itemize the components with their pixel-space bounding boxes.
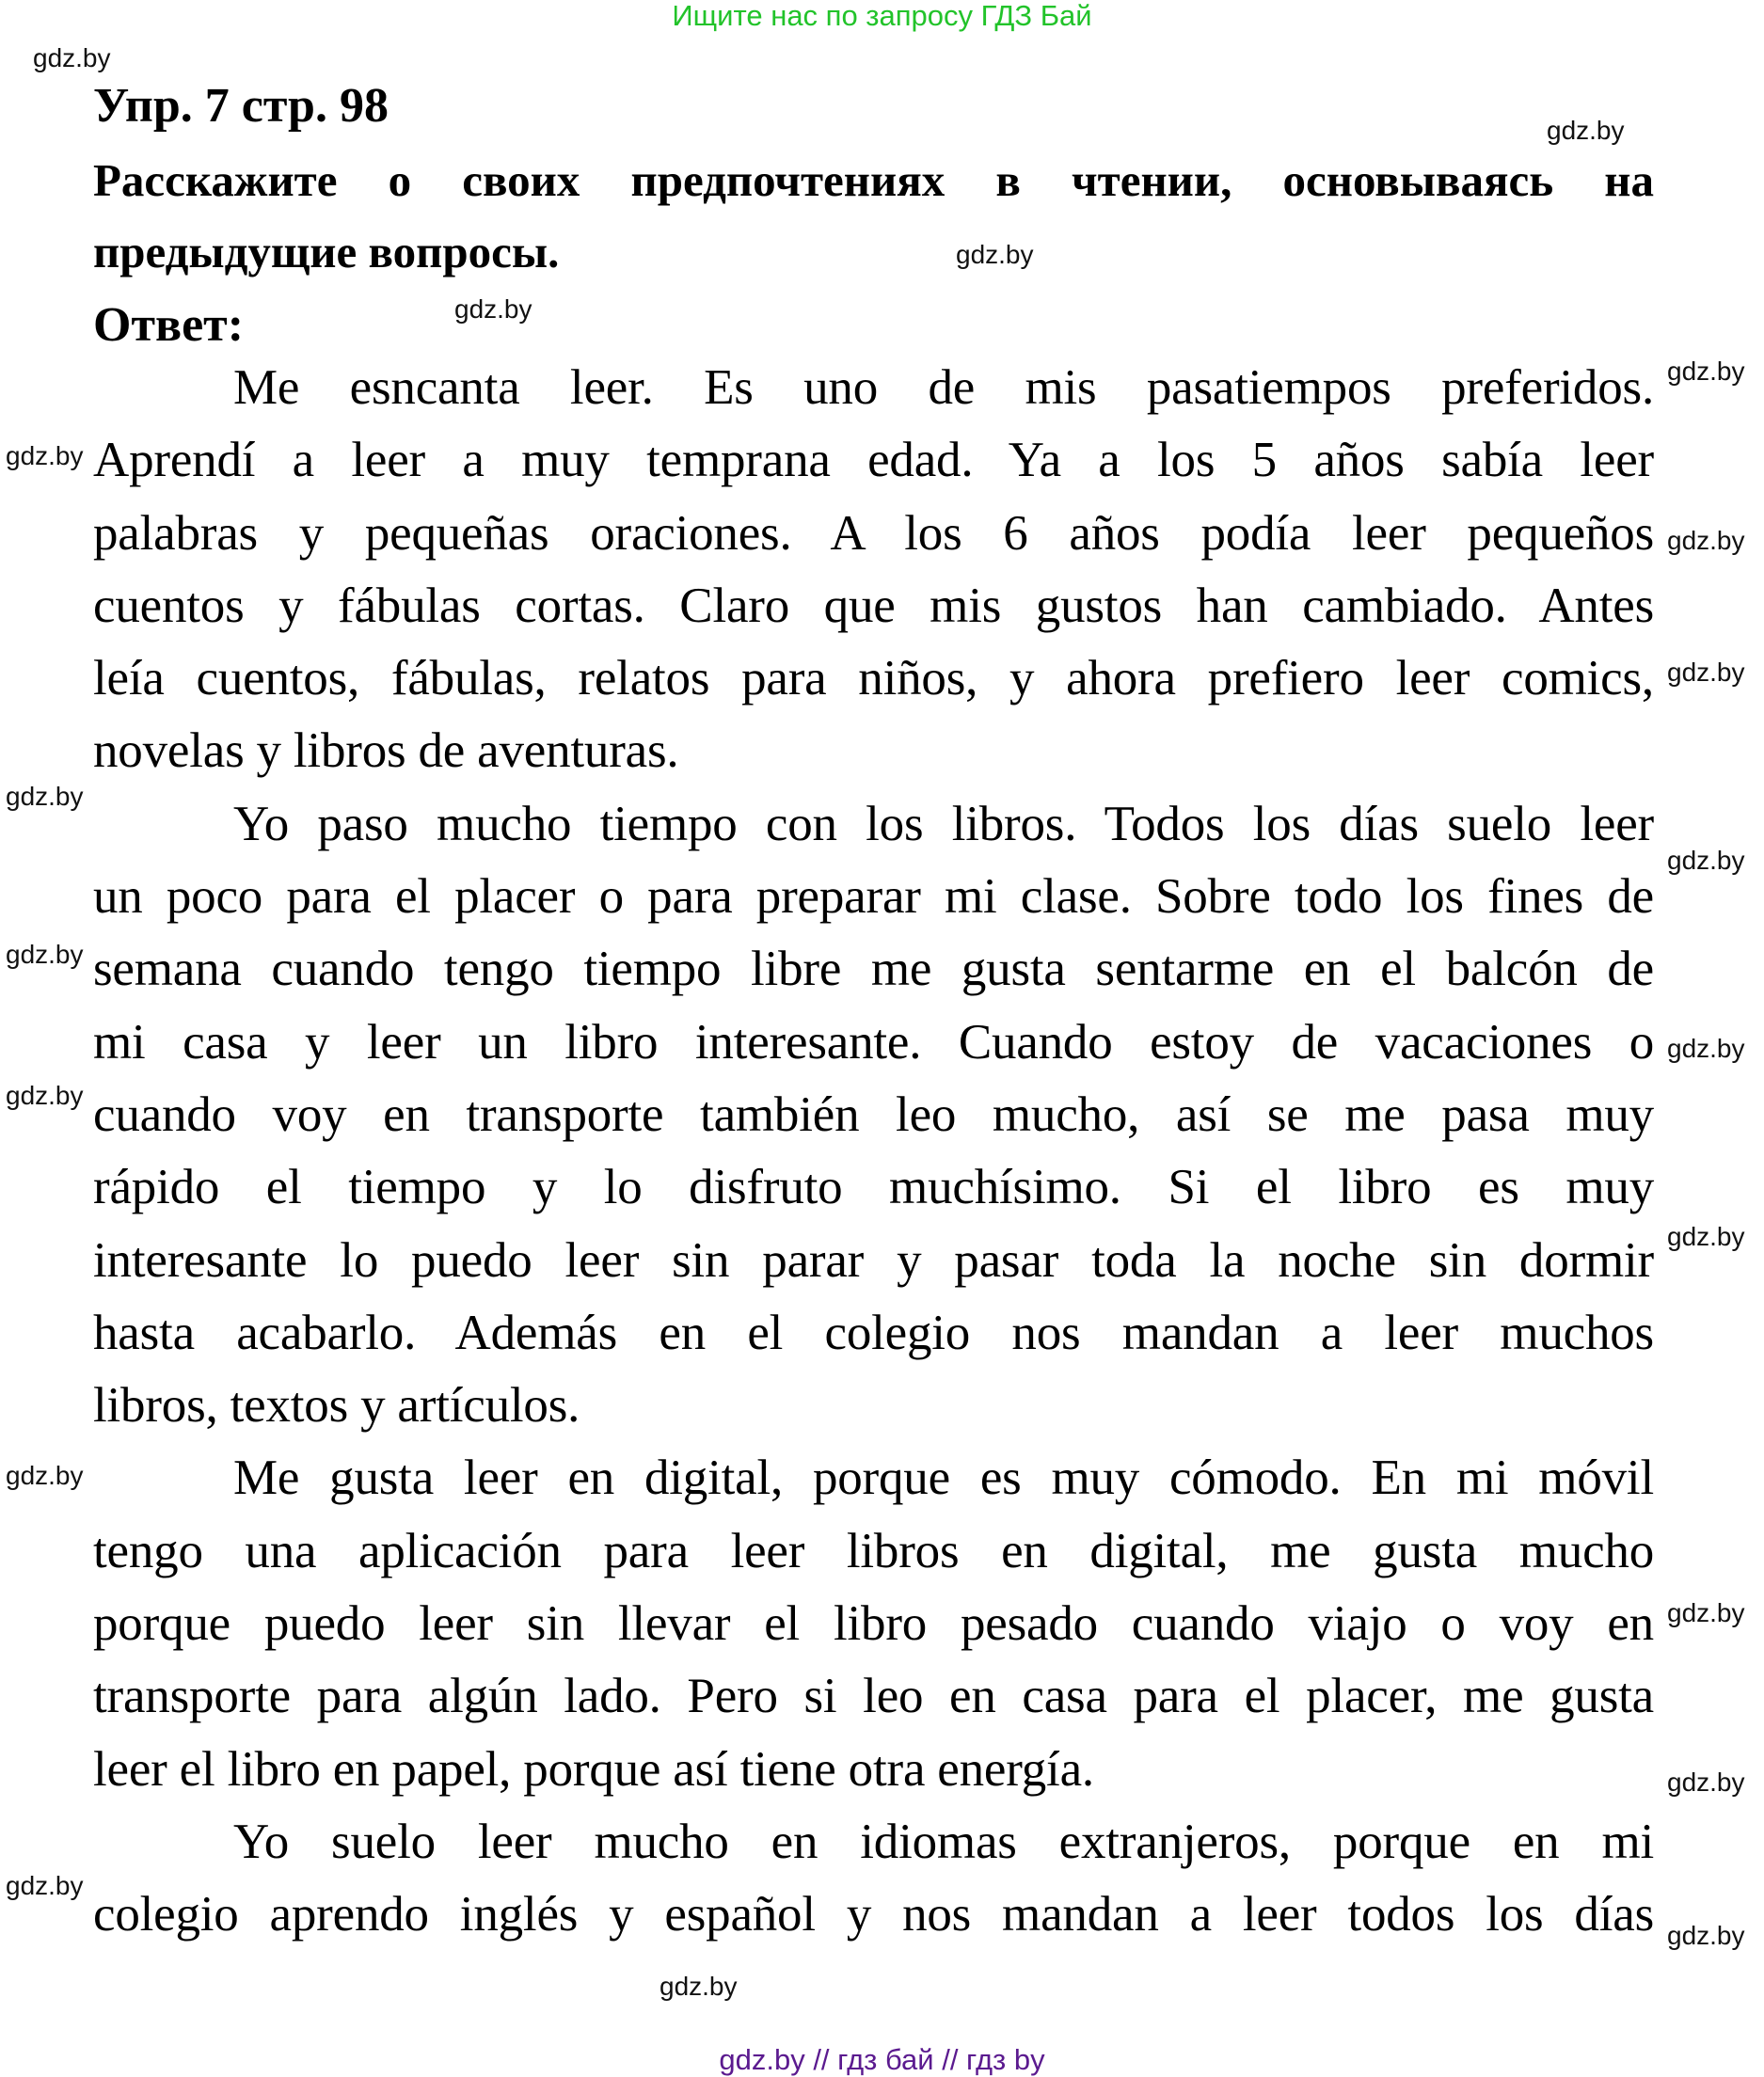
body-line: colegio aprendo inglés y español y nos mandan a leer todos los días bbox=[93, 1887, 1654, 1942]
top-banner: Ищите нас по запросу ГДЗ Бай bbox=[672, 0, 1092, 32]
answer-label: Ответ: bbox=[93, 298, 245, 352]
body-line: hasta acabarlo. Además en el colegio nos mandan a leer muchos bbox=[93, 1305, 1654, 1360]
watermark: gdz.by bbox=[6, 441, 84, 470]
watermark: gdz.by bbox=[1667, 1768, 1745, 1797]
watermark: gdz.by bbox=[6, 940, 84, 969]
watermark: gdz.by bbox=[6, 1461, 84, 1490]
watermark: gdz.by bbox=[1667, 1034, 1745, 1063]
body-line: rápido el tiempo y lo disfruto muchísimo. Si el libro es muy bbox=[93, 1160, 1654, 1215]
body-line: libros, textos y artículos. bbox=[93, 1378, 580, 1434]
question-line: Расскажите о своих предпочтениях в чтении, основываясь на bbox=[93, 154, 1654, 206]
bottom-banner: gdz.by // гдз бай // гдз by bbox=[719, 2043, 1045, 2076]
watermark: gdz.by bbox=[6, 782, 84, 811]
watermark: gdz.by bbox=[1667, 658, 1745, 687]
body-line: cuando voy en transporte también leo mucho, así se me pasa muy bbox=[93, 1086, 1654, 1142]
watermark: gdz.by bbox=[1667, 1222, 1745, 1251]
watermark: gdz.by bbox=[1667, 1921, 1745, 1950]
watermark: gdz.by bbox=[454, 294, 532, 324]
watermark: gdz.by bbox=[6, 1081, 84, 1110]
body-line: mi casa y leer un libro interesante. Cuando estoy de vacaciones o bbox=[93, 1014, 1654, 1070]
watermark: gdz.by bbox=[1667, 526, 1745, 555]
body-line: transporte para algún lado. Pero si leo en casa para el placer, me gusta bbox=[93, 1669, 1654, 1724]
body-line: Yo suelo leer mucho en idiomas extranjeros, porque en mi bbox=[233, 1814, 1654, 1869]
watermark: gdz.by bbox=[6, 1871, 84, 1900]
watermark: gdz.by bbox=[1667, 1598, 1745, 1627]
body-line: porque puedo leer sin llevar el libro pesado cuando viajo o voy en bbox=[93, 1596, 1654, 1652]
body-line: novelas y libros de aventuras. bbox=[93, 723, 679, 779]
watermark: gdz.by bbox=[1547, 116, 1625, 145]
body-line: leía cuentos, fábulas, relatos para niños, y ahora prefiero leer comics, bbox=[93, 651, 1654, 706]
exercise-title: Упр. 7 стр. 98 bbox=[93, 79, 389, 133]
body-line: cuentos y fábulas cortas. Claro que mis gustos han cambiado. Antes bbox=[93, 578, 1654, 633]
watermark: gdz.by bbox=[1667, 846, 1745, 875]
body-line: leer el libro en papel, porque así tiene otra energía. bbox=[93, 1741, 1094, 1797]
watermark: gdz.by bbox=[1667, 357, 1745, 386]
body-line: Me esncanta leer. Es uno de mis pasatiempos preferidos. bbox=[233, 360, 1654, 415]
question-line: предыдущие вопросы. bbox=[93, 226, 560, 277]
body-line: un poco para el placer o para preparar mi clase. Sobre todo los fines de bbox=[93, 869, 1654, 925]
watermark: gdz.by bbox=[660, 1972, 738, 2001]
body-line: palabras y pequeñas oraciones. A los 6 años podía leer pequeños bbox=[93, 505, 1654, 561]
body-line: tengo una aplicación para leer libros en digital, me gusta mucho bbox=[93, 1523, 1654, 1578]
body-line: interesante lo puedo leer sin parar y pasar toda la noche sin dormir bbox=[93, 1232, 1654, 1288]
watermark: gdz.by bbox=[956, 240, 1034, 269]
body-line: Me gusta leer en digital, porque es muy cómodo. En mi móvil bbox=[233, 1451, 1654, 1506]
watermark: gdz.by bbox=[33, 43, 111, 72]
body-line: Aprendí a leer a muy temprana edad. Ya a los 5 años sabía leer bbox=[93, 433, 1654, 488]
answer-body bbox=[93, 352, 1654, 1952]
body-line: Yo paso mucho tiempo con los libros. Todos los días suelo leer bbox=[233, 796, 1654, 851]
body-line: semana cuando tengo tiempo libre me gusta sentarme en el balcón de bbox=[93, 942, 1654, 997]
